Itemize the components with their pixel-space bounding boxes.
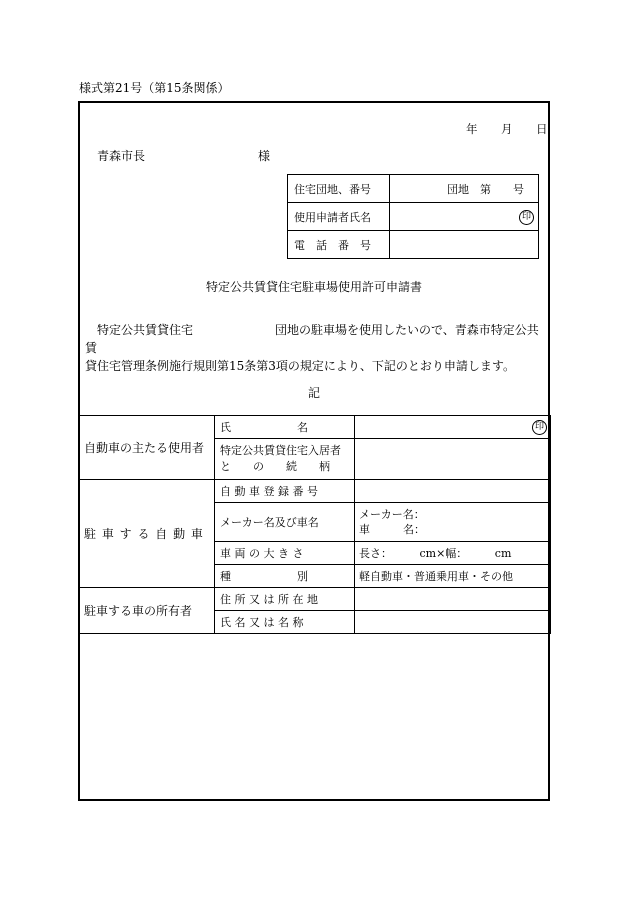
owner-address-field[interactable] [355, 588, 551, 611]
user-name-field[interactable] [355, 416, 551, 439]
section-user-label: 自動車の主たる使用者 [80, 416, 215, 480]
user-seal-mark-icon: 印 [532, 420, 547, 435]
section-vehicle-label: 駐 車 す る 自 動 車 [80, 480, 215, 588]
user-relation-field[interactable] [355, 439, 551, 480]
section-owner-label: 駐車する車の所有者 [80, 588, 215, 634]
seal-mark-icon: 印 [519, 210, 534, 225]
recipient-honorific: 様 [258, 149, 271, 163]
applicant-name-field[interactable] [390, 203, 539, 231]
phone-field[interactable] [390, 231, 539, 259]
ki-heading: 記 [307, 386, 320, 400]
details-table [79, 415, 551, 634]
application-statement [85, 321, 547, 375]
phone-label: 電 話 番 号 [288, 231, 390, 259]
reg-number-label: 自 動 車 登 録 番 号 [215, 480, 355, 503]
applicant-name-label: 使用申請者氏名 [288, 203, 390, 231]
applicant-row-housing [288, 175, 539, 203]
vehicle-reg-row [80, 480, 551, 503]
reg-number-field[interactable] [355, 480, 551, 503]
user-relation-label-line1: 特定公共賃貸住宅入居者 [220, 444, 341, 457]
user-name-label: 氏 名 [215, 416, 355, 439]
user-relation-label [215, 439, 355, 480]
maker-value-line1: メーカー名： [359, 508, 425, 521]
owner-address-label: 住 所 又 は 所 在 地 [215, 588, 355, 611]
applicant-row-phone [288, 231, 539, 259]
owner-name-label: 氏 名 又 は 名 称 [215, 611, 355, 634]
owner-address-row [80, 588, 551, 611]
housing-number-label: 住宅団地、番号 [288, 175, 390, 203]
recipient-name: 青森市長 [97, 149, 146, 163]
type-label: 種 別 [215, 565, 355, 588]
owner-name-field[interactable] [355, 611, 551, 634]
housing-number-template: 団地 第 号 [447, 182, 524, 196]
user-relation-label-line2: と の 続 柄 [220, 460, 330, 473]
applicant-table [287, 174, 539, 259]
maker-label: メーカー名及び車名 [215, 503, 355, 542]
document-title: 特定公共賃貸住宅駐車場使用許可申請書 [205, 280, 422, 294]
housing-number-field[interactable] [390, 175, 539, 203]
maker-value-line2: 車 名： [359, 523, 425, 536]
date-month-label: 月 [501, 122, 513, 136]
user-name-row [80, 416, 551, 439]
statement-line2: 貸住宅管理条例施行規則第15条第3項の規定により、下記のとおり申請します。 [85, 359, 515, 373]
form-frame [78, 101, 550, 801]
date-day-label: 日 [536, 122, 548, 136]
size-label: 車 両 の 大 き さ [215, 542, 355, 565]
statement-line1-part1: 特定公共賃貸住宅 [97, 323, 194, 337]
date-year-label: 年 [466, 122, 478, 136]
applicant-row-name [288, 203, 539, 231]
size-field[interactable]: 長さ： cm×幅： cm [355, 542, 551, 565]
form-caption: 様式第21号（第15条関係） [79, 81, 230, 95]
type-field[interactable]: 軽自動車・普通乗用車・その他 [355, 565, 551, 588]
statement-line1-part2: 団地の駐車場を使用したいので、青森市特定公共賃 [85, 323, 539, 355]
maker-field[interactable] [355, 503, 551, 542]
